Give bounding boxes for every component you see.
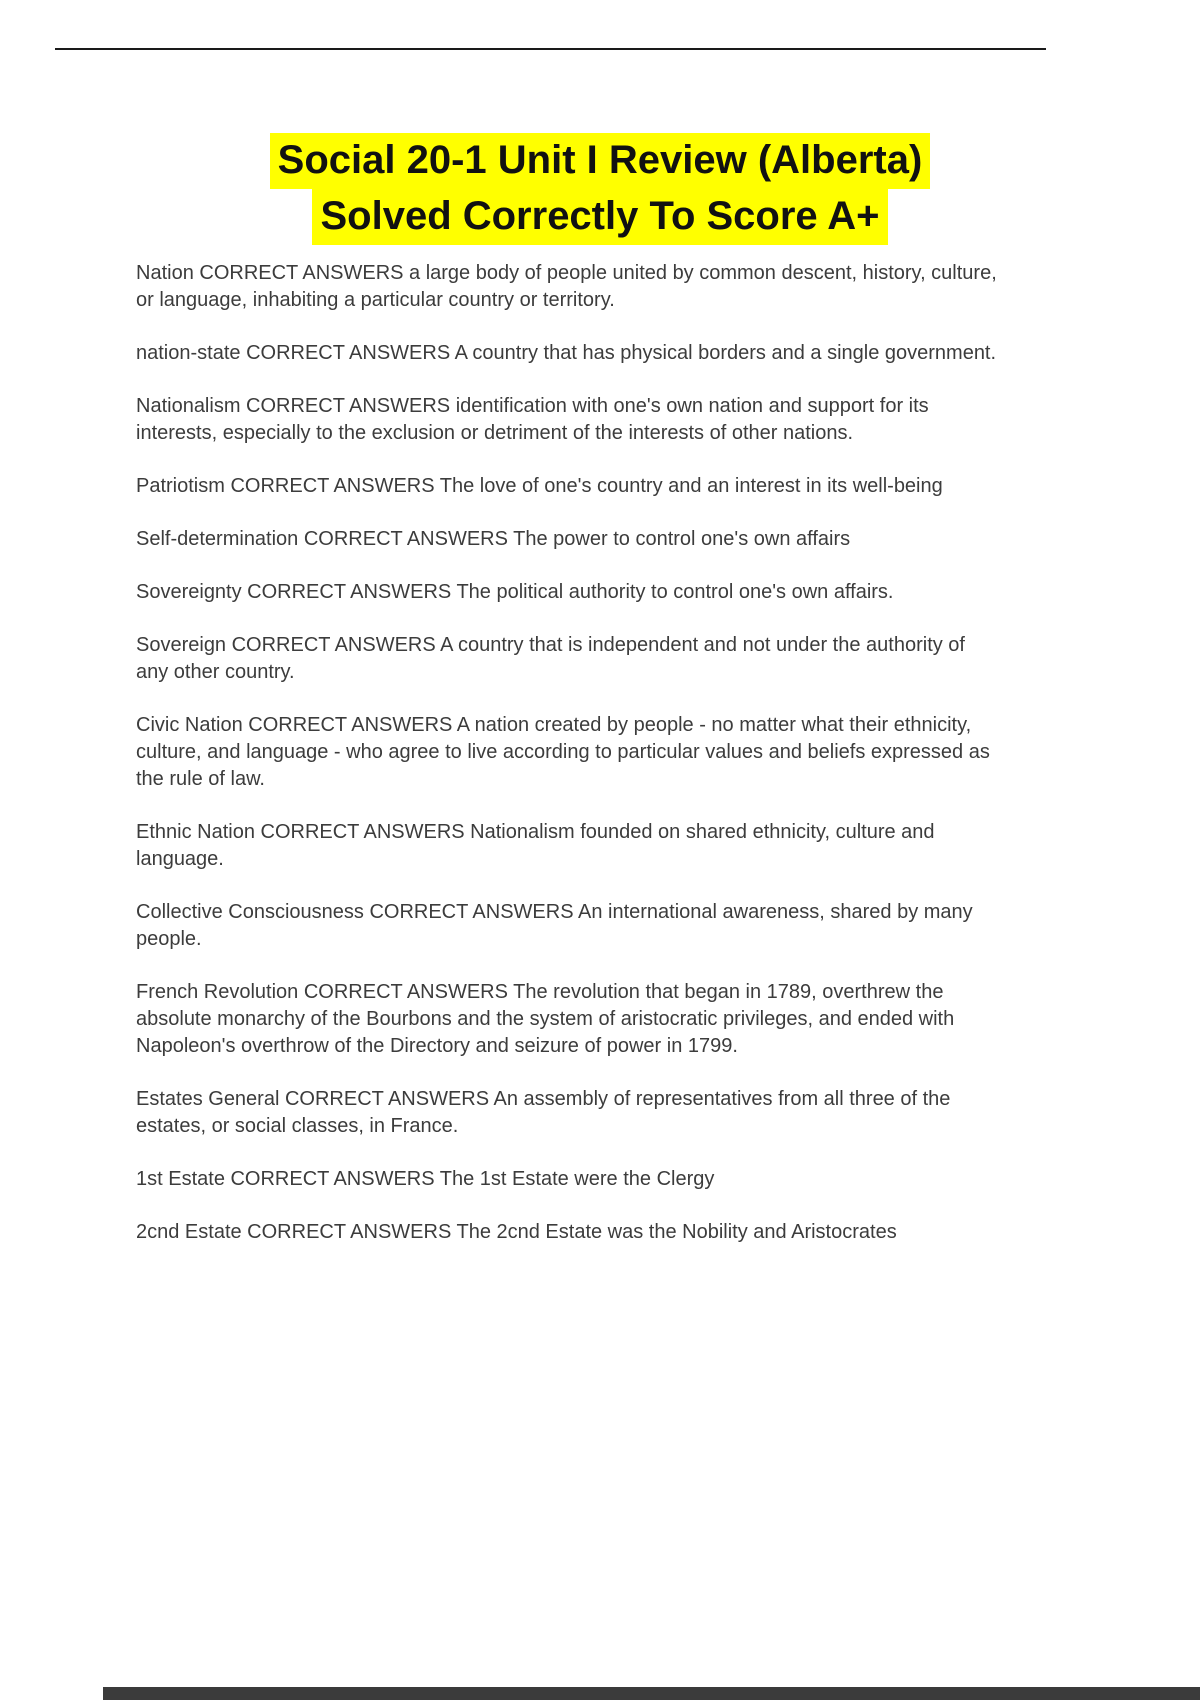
- definition-paragraph: Sovereign CORRECT ANSWERS A country that is independent and not under the authority of any other country.: [136, 634, 965, 683]
- document-body: [136, 260, 1002, 1272]
- definition-paragraph: nation-state CORRECT ANSWERS A country that has physical borders and a single government.: [136, 342, 997, 364]
- highlighted-title-text-1: Social 20-1 Unit I Review (Alberta): [270, 133, 931, 189]
- definition-paragraph: 1st Estate CORRECT ANSWERS The 1st Estate were the Clergy: [136, 1168, 715, 1190]
- definition-paragraph: Nation CORRECT ANSWERS a large body of people united by common descent, history, culture, or language, inhabiting a particular country or territory.: [136, 262, 997, 311]
- page-title-line-2: [55, 189, 1145, 245]
- definition-paragraph: Self-determination CORRECT ANSWERS The power to control one's own affairs: [136, 528, 851, 550]
- page-title-line-1: [55, 133, 1145, 189]
- definition-paragraph: Estates General CORRECT ANSWERS An assembly of representatives from all three of the estates, or social classes, in France.: [136, 1088, 951, 1137]
- definition-paragraph: Civic Nation CORRECT ANSWERS A nation created by people - no matter what their ethnicity, culture, and language - who agree to live according to particular values and beliefs expressed as the rule of law.: [136, 714, 990, 790]
- definition-paragraph: Nationalism CORRECT ANSWERS identification with one's own nation and support for its interests, especially to the exclusion or detriment of the interests of other nations.: [136, 395, 929, 444]
- top-divider-rule: [55, 48, 1046, 50]
- definition-paragraph: Collective Consciousness CORRECT ANSWERS An international awareness, shared by many people.: [136, 901, 973, 950]
- next-page-edge-bar: [103, 1687, 1200, 1700]
- definition-paragraph: Patriotism CORRECT ANSWERS The love of one's country and an interest in its well-being: [136, 475, 943, 497]
- definition-paragraph: French Revolution CORRECT ANSWERS The revolution that began in 1789, overthrew the absolute monarchy of the Bourbons and the system of aristocratic privileges, and ended with Napoleon's overthrow of the Directory and seizure of power in 1799.: [136, 981, 955, 1057]
- definition-paragraph: Sovereignty CORRECT ANSWERS The political authority to control one's own affairs.: [136, 581, 894, 603]
- definition-paragraph: 2cnd Estate CORRECT ANSWERS The 2cnd Estate was the Nobility and Aristocrates: [136, 1221, 897, 1243]
- highlighted-title-text-2: Solved Correctly To Score A+: [312, 189, 887, 245]
- definition-paragraph: Ethnic Nation CORRECT ANSWERS Nationalism founded on shared ethnicity, culture and language.: [136, 821, 935, 870]
- page-title: [55, 133, 1145, 245]
